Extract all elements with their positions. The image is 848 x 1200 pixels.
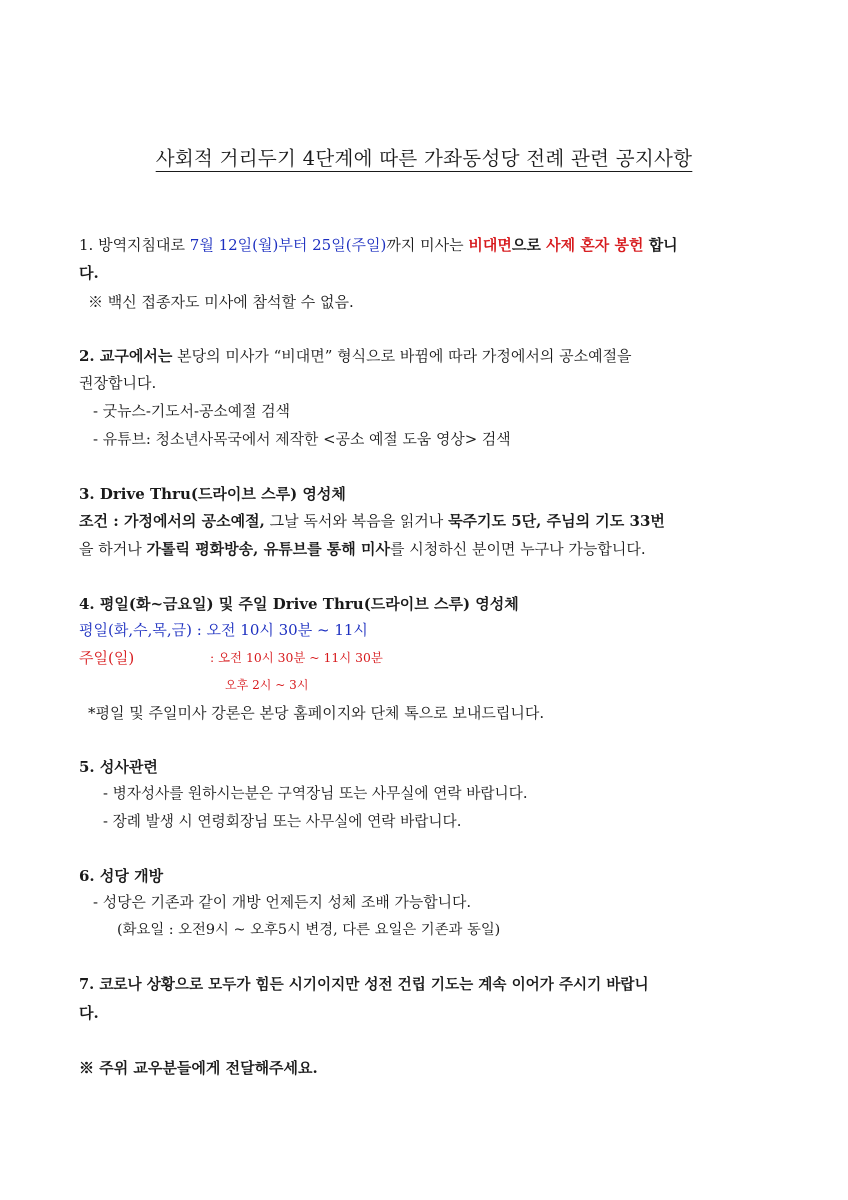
section-7-line-2: 다. xyxy=(79,1004,99,1022)
document-title: 사회적 거리두기 4단계에 따른 가좌동성당 전례 관련 공지사항 xyxy=(155,147,693,170)
s1-text-b: 까지 미사는 xyxy=(386,236,469,254)
s1-text-c: 으로 xyxy=(511,236,547,254)
s1-dates: 7월 12일(월)부터 25일(주일) xyxy=(189,236,387,254)
section-3-heading: 3. Drive Thru(드라이브 스루) 영성체 xyxy=(79,485,346,503)
section-4-heading: 4. 평일(화~금요일) 및 주일 Drive Thru(드라이브 스루) 영성체 xyxy=(79,595,519,613)
sunday-schedule-pm: 오후 2시 ~ 3시 xyxy=(225,678,309,692)
section-7-line-1: 7. 코로나 상황으로 모두가 힘든 시기이지만 성전 건립 기도는 계속 이어가 주시기 바랍니 xyxy=(79,976,649,993)
s3-condition: 조건 : 가정에서의 공소예절, xyxy=(79,512,265,530)
sunday-schedule-am: : 오전 10시 30분 ~ 11시 30분 xyxy=(210,651,383,665)
sunday-label: 주일(일) xyxy=(79,649,135,667)
section-6-line-2: (화요일 : 오전9시 ~ 오후5시 변경, 다른 요일은 기존과 동일) xyxy=(117,922,501,938)
weekday-schedule: 평일(화,수,목,금) : 오전 10시 30분 ~ 11시 xyxy=(79,621,368,639)
section-1-note: ※ 백신 접종자도 미사에 참석할 수 없음. xyxy=(88,293,354,311)
section-1-line-2: 다. xyxy=(79,264,99,282)
s1-text-a: 1. 방역지침대로 xyxy=(79,236,190,254)
section-5-line-2: - 장례 발생 시 연령회장님 또는 사무실에 연락 바랍니다. xyxy=(103,813,462,830)
section-5-line-1: - 병자성사를 원하시는분은 구역장님 또는 사무실에 연락 바랍니다. xyxy=(103,785,528,802)
s1-priest: 사제 혼자 봉헌 xyxy=(546,236,644,254)
section-3-line-2 xyxy=(79,539,779,559)
section-1-line-1 xyxy=(79,235,779,255)
section-4-note: *평일 및 주일미사 강론은 본당 홈페이지와 단체 톡으로 보내드립니다. xyxy=(88,704,545,722)
s2-line-1-text: 본당의 미사가 “비대면” 형식으로 바뀜에 따라 가정에서의 공소예절을 xyxy=(172,347,632,365)
section-6-line-1: - 성당은 기존과 같이 개방 언제든지 성체 조배 가능합니다. xyxy=(93,893,472,911)
section-3-line-1 xyxy=(79,511,779,531)
section-2-bullet-2: - 유튜브: 청소년사목국에서 제작한 <공소 예절 도움 영상> 검색 xyxy=(93,430,511,448)
s1-text-d: 합니 xyxy=(643,236,678,254)
footer-note: ※ 주위 교우분들에게 전달해주세요. xyxy=(79,1059,318,1077)
section-2-line-1 xyxy=(79,346,779,366)
section-2-bullet-1: - 굿뉴스-기도서-공소예절 검색 xyxy=(93,402,290,420)
s2-head: 2. 교구에서는 xyxy=(79,347,173,365)
section-2-line-2: 권장합니다. xyxy=(79,374,157,392)
s1-nonface: 비대면 xyxy=(468,236,512,254)
s3-line-2-c: 를 시청하신 분이면 누구나 가능합니다. xyxy=(389,540,646,558)
s3-line-2-a: 을 하거나 xyxy=(79,540,147,558)
s3-rosary: 묵주기도 5단, 주님의 기도 33번 xyxy=(448,512,665,530)
section-5-heading: 5. 성사관련 xyxy=(79,758,158,776)
s3-broadcast: 가톨릭 평화방송, 유튜브를 통해 미사 xyxy=(146,540,390,558)
s3-line-1-mid: 그날 독서와 복음을 읽거나 xyxy=(264,512,449,530)
section-6-heading: 6. 성당 개방 xyxy=(79,867,164,885)
